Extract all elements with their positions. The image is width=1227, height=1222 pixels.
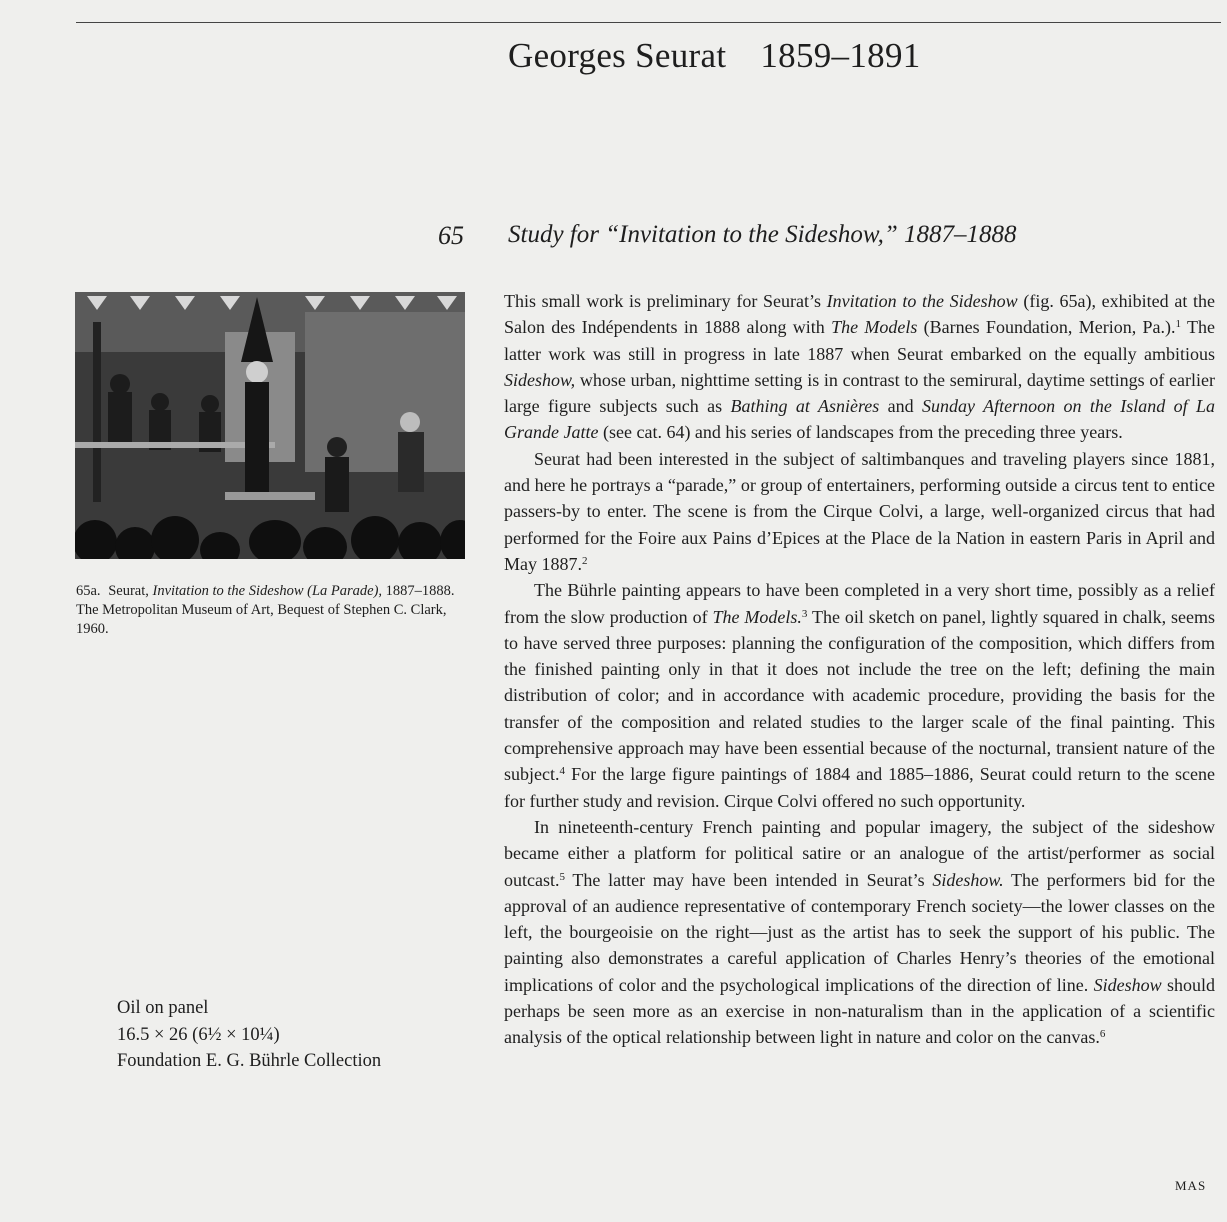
text-run: For the large figure paintings of 1884 and 1885–1886, Seurat could return to the scene for further study and revision. Cirque Colvi offered no such opportunity. xyxy=(504,764,1215,811)
text-run: Seurat had been interested in the subject of saltimbanques and traveling players since 1881, and here he portrays a “parade,” or group of entertainers, performing outside a circus tent to entice passers-by to enter. The scene is from the Cirque Colvi, a large, well-organized circus that had performed for the Foire aux Pains d’Epices at the Place de la Nation in eastern Paris in April and May 1887. xyxy=(504,448,1215,574)
author-initials: MAS xyxy=(1175,1178,1207,1193)
essay-text xyxy=(504,288,1215,1051)
italic-title: The Models. xyxy=(712,606,802,627)
page-title xyxy=(508,36,921,76)
paragraph-4 xyxy=(504,814,1215,1051)
footnote-ref: 6 xyxy=(1099,1028,1106,1041)
italic-title: Sideshow xyxy=(1093,974,1162,995)
italic-title: Sideshow, xyxy=(504,369,576,390)
italic-title: The Models xyxy=(831,317,918,338)
text-run: whose urban, nighttime setting is in contrast to the semirural, daytime settings of earlier large figure subjects such as xyxy=(504,369,1215,417)
caption-label: 65a. xyxy=(76,583,101,599)
catalogue-number: 65 xyxy=(438,221,464,250)
object-details xyxy=(117,995,381,1075)
text-run: The latter may have been intended in Seurat’s xyxy=(565,869,933,890)
artist-dates: 1859–1891 xyxy=(760,36,921,75)
text-run: (Barnes Foundation, Merion, Pa.). xyxy=(917,317,1176,338)
footnote-ref: 1 xyxy=(1175,318,1182,331)
text-run: In nineteenth-century French painting and popular imagery, the subject of the sideshow became either a platform for political satire or an analogue of the artist/performer as social outcast. xyxy=(504,816,1215,890)
figure-caption xyxy=(76,582,456,639)
text-run: The performers bid for the approval of an audience representative of contemporary French society—the lower classes on the left, the bourgeoisie on the right—just as the artist has to seek the support of his public. The painting also demonstrates a careful application of Charles Henry’s theories of the emotional implications of color and the psychological implications of the direction of line. xyxy=(504,869,1215,995)
paragraph-2 xyxy=(504,446,1215,577)
text-run: should perhaps be seen more as an exercise in non-naturalism than in the application of a scientific analysis of the optical relationship between light in nature and color on the canvas. xyxy=(504,974,1216,1048)
dimensions: 16.5 × 26 (6½ × 10¼) xyxy=(117,1024,280,1045)
paragraph-1 xyxy=(504,288,1215,446)
text-run: This small work is preliminary for Seurat’s xyxy=(504,291,827,311)
footnote-ref: 5 xyxy=(559,870,565,883)
text-run: and xyxy=(879,396,923,417)
sideshow-painting-illustration xyxy=(75,292,465,559)
figure-65a-image xyxy=(75,292,465,559)
footnote-ref: 3 xyxy=(801,607,808,620)
caption-details: 1887–1888. The Metropolitan Museum of Art, Bequest of Stephen C. Clark, 1960. xyxy=(76,583,455,637)
footnote-ref: 4 xyxy=(559,765,565,778)
italic-title: Invitation to the Sideshow xyxy=(826,291,1018,311)
italic-title: Sunday Afternoon on the Island of La Grande Jatte xyxy=(504,396,1215,443)
text-run: The oil sketch on panel, lightly squared in chalk, seems to have served three purposes: planning the configuration of the composition, which differs from the finished painting only in that it does not include the tree on the left; defining the main distribution of color; and in accordance with academic procedure, providing the basis for the transfer of the composition and related studies to the larger scale of the final painting. This comprehensive approach may have been essential because of the nocturnal, transient nature of the subject. xyxy=(504,606,1215,785)
text-run: (fig. 65a), exhibited at the Salon des Indépendents in 1888 along with xyxy=(504,291,1215,338)
medium: Oil on panel xyxy=(117,998,209,1018)
italic-title: Bathing at Asnières xyxy=(730,396,880,417)
header-rule xyxy=(76,22,1221,23)
artist-name: Georges Seurat xyxy=(508,36,727,75)
text-run: The latter work was still in progress in late 1887 when Seurat embarked on the equally ambitious xyxy=(504,317,1215,364)
paragraph-3 xyxy=(504,577,1215,814)
caption-title: Invitation to the Sideshow (La Parade), xyxy=(152,583,383,599)
footnote-ref: 2 xyxy=(582,554,588,567)
catalogue-title: Study for “Invitation to the Sideshow,” 1887–1888 xyxy=(508,221,1017,248)
text-run: (see cat. 64) and his series of landscapes from the preceding three years. xyxy=(598,422,1123,443)
caption-artist: Seurat, xyxy=(108,583,149,599)
text-run: The Bührle painting appears to have been completed in a very short time, possibly as a relief from the slow production of xyxy=(504,580,1215,627)
italic-title: Sideshow. xyxy=(932,869,1004,890)
collection: Foundation E. G. Bührle Collection xyxy=(117,1051,382,1071)
